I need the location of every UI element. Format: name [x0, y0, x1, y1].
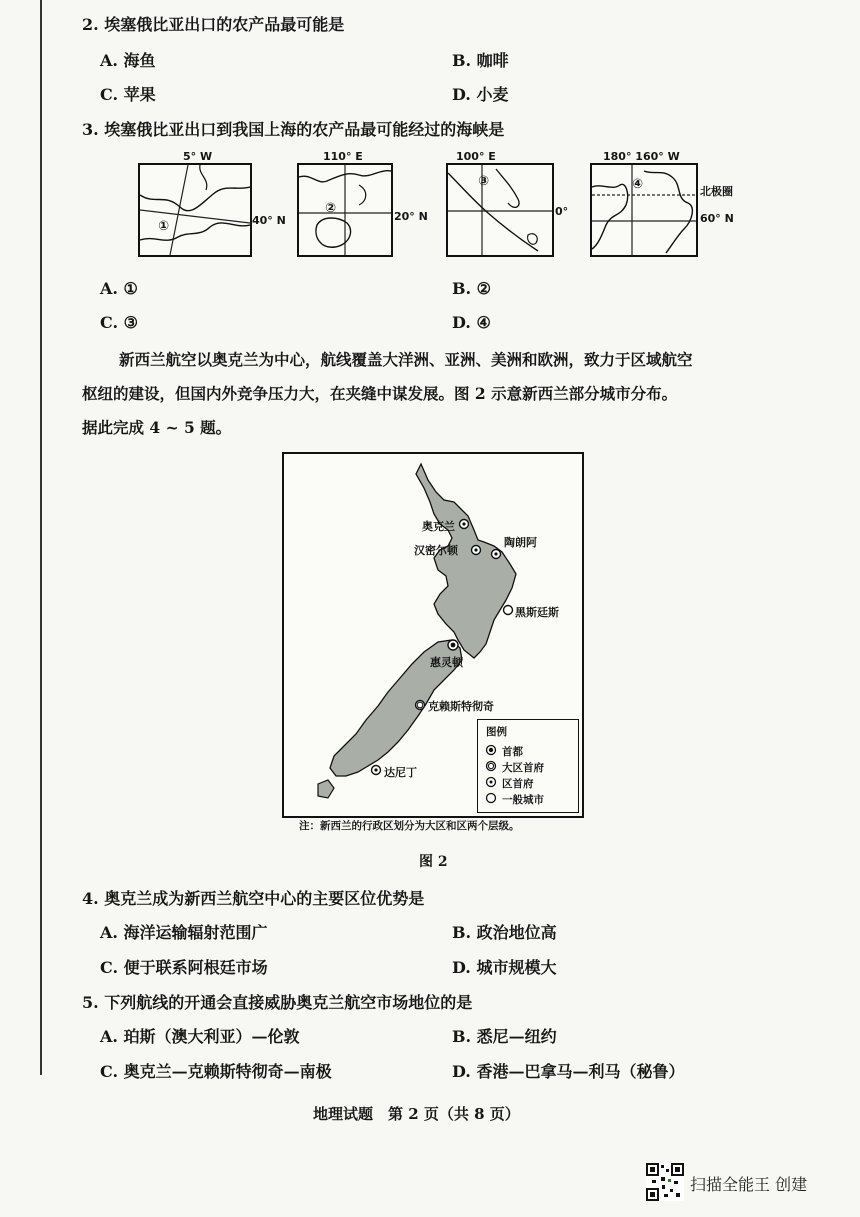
q5-option-a: A. 珀斯（澳大利亚）—伦敦 — [100, 1027, 300, 1046]
q4-option-d: D. 城市规模大 — [452, 958, 557, 977]
strait-map-1 — [138, 163, 252, 257]
strait-map-3 — [446, 163, 554, 257]
map-legend — [477, 719, 579, 813]
page-margin-line — [40, 0, 42, 1075]
q3-option-b: B. ② — [452, 279, 492, 298]
city-dunedin: 达尼丁 — [384, 766, 417, 779]
map1-longitude-label: 5° W — [183, 150, 213, 163]
city-hamilton: 汉密尔顿 — [414, 544, 458, 557]
q5-stem: 5. 下列航线的开通会直接威胁奥克兰航空市场地位的是 — [82, 993, 473, 1012]
passage-line-3: 据此完成 4 ~ 5 题。 — [82, 418, 232, 437]
map4-longitude-label: 180° 160° W — [603, 150, 680, 163]
legend-district-capital: 区首府 — [502, 778, 534, 790]
q2-option-b: B. 咖啡 — [452, 51, 509, 70]
q2-option-d: D. 小麦 — [452, 85, 509, 104]
scanner-watermark: 扫描全能王 创建 — [690, 1175, 808, 1194]
q2-option-c: C. 苹果 — [100, 85, 156, 104]
legend-title: 图例 — [486, 726, 507, 738]
city-tauranga: 陶朗阿 — [504, 536, 537, 549]
map2-marker: ② — [325, 201, 337, 216]
figure-caption: 图 2 — [419, 854, 448, 870]
q5-option-c: C. 奥克兰—克赖斯特彻奇—南极 — [100, 1062, 332, 1081]
strait-map-4 — [590, 163, 698, 257]
map3-marker: ③ — [478, 174, 490, 189]
map1-marker: ① — [158, 219, 170, 234]
qr-code-icon — [646, 1163, 684, 1201]
legend-capital: 首都 — [502, 746, 523, 758]
map4-latitude-label: 60° N — [700, 212, 734, 225]
q4-option-b: B. 政治地位高 — [452, 923, 557, 942]
map3-latitude-label: 0° — [555, 205, 569, 218]
map2-latitude-label: 20° N — [394, 210, 428, 223]
figure-note: 注：新西兰的行政区划分为大区和区两个层级。 — [299, 820, 520, 832]
map2-longitude-label: 110° E — [323, 150, 363, 163]
q4-stem: 4. 奥克兰成为新西兰航空中心的主要区位优势是 — [82, 889, 425, 908]
map4-arctic-label: 北极圈 — [700, 185, 733, 198]
q4-option-a: A. 海洋运输辐射范围广 — [100, 923, 268, 942]
q2-stem: 2. 埃塞俄比亚出口的农产品最可能是 — [82, 15, 345, 34]
q3-stem: 3. 埃塞俄比亚出口到我国上海的农产品最可能经过的海峡是 — [82, 120, 505, 139]
city-wellington: 惠灵顿 — [430, 656, 463, 669]
q4-option-c: C. 便于联系阿根廷市场 — [100, 958, 268, 977]
q2-option-a: A. 海鱼 — [100, 51, 156, 70]
q3-option-d: D. ④ — [452, 313, 491, 332]
q3-option-c: C. ③ — [100, 313, 138, 332]
map1-latitude-label: 40° N — [252, 214, 286, 227]
map4-marker: ④ — [632, 177, 644, 192]
city-christchurch: 克赖斯特彻奇 — [428, 700, 494, 713]
page-footer: 地理试题 第 2 页（共 8 页） — [313, 1105, 520, 1123]
q5-option-d: D. 香港—巴拿马—利马（秘鲁） — [452, 1062, 685, 1081]
legend-regional-capital: 大区首府 — [502, 762, 544, 774]
city-hastings: 黑斯廷斯 — [515, 606, 559, 619]
map3-longitude-label: 100° E — [456, 150, 496, 163]
passage-line-1: 新西兰航空以奥克兰为中心，航线覆盖大洋洲、亚洲、美洲和欧洲，致力于区域航空 — [119, 350, 693, 369]
strait-map-2 — [297, 163, 393, 257]
legend-city: 一般城市 — [502, 794, 544, 806]
q5-option-b: B. 悉尼—纽约 — [452, 1027, 557, 1046]
q3-option-a: A. ① — [100, 279, 138, 298]
passage-line-2: 枢纽的建设，但国内外竞争压力大，在夹缝中谋发展。图 2 示意新西兰部分城市分布。 — [82, 384, 678, 403]
city-auckland: 奥克兰 — [422, 520, 455, 533]
